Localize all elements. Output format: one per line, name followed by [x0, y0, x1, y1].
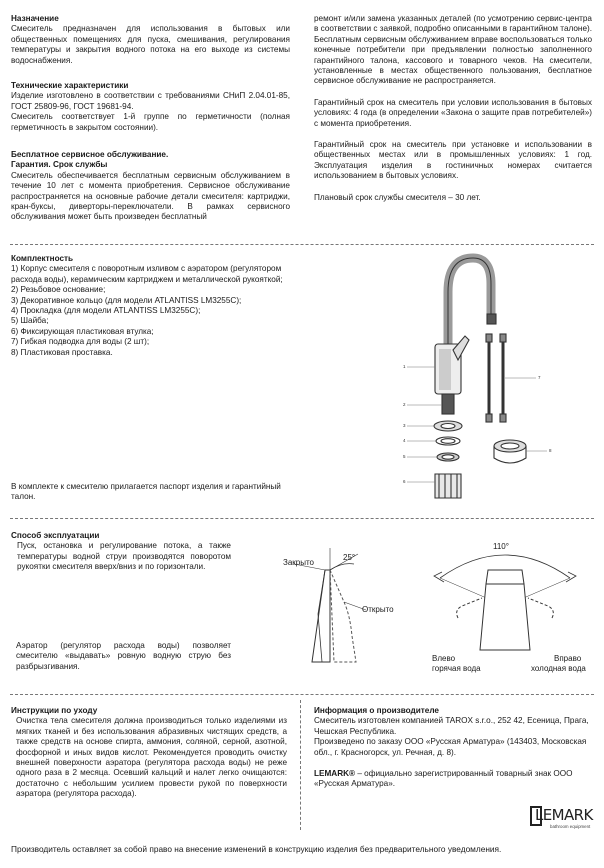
footer-note: Производитель оставляет за собой право на внесение изменений в конструкцию изделия без предварительного уведомления.: [11, 844, 502, 854]
divider: [10, 518, 594, 519]
list-item: 3) Декоративное кольцо (для модели ATLANTISS LM3255C);: [11, 295, 242, 305]
purpose-section: [11, 14, 290, 66]
closed-label: Закрыто: [283, 558, 315, 567]
specs-section: [11, 81, 290, 133]
manufacturer-title: Информация о производителе: [314, 706, 439, 715]
specs-title: Технические характеристики: [11, 81, 129, 90]
kit-list: [11, 264, 296, 358]
list-item: 4) Прокладка (для модели ATLANTISS LM3255C);: [11, 306, 201, 316]
divider: [10, 694, 594, 695]
lever-rotation-diagram: [420, 540, 590, 660]
manufacturer-section: [314, 706, 594, 790]
warranty-p4: Гарантийный срок на смеситель при установке и использовании в общественных местах или в промышленных условиях: 1 год. Эксплуатация изделия в гостиничных номерах считается использованием в бытовых условиях.: [314, 140, 592, 181]
trademark-brand: LEMARK®: [314, 769, 356, 779]
kit-note: В комплекте к смесителю прилагается паспорт изделия и гарантийный талон.: [11, 482, 281, 502]
callout-6: 6: [403, 479, 406, 484]
faucet-exploded-diagram: [395, 248, 575, 513]
callout-2: 2: [403, 402, 406, 407]
warranty-p2: ремонт и/или замена указанных деталей (по усмотрению сервис-центра в соответствии с заявкой, подробно описанными в гарантийном талоне). Бесплатным сервисным обслуживанием вправе воспользоваться только конечные потребители при предъявлении полностью заполненного гарантийного талона, кассового и товарного чеков. На смесители, установленные в местах общественного пользования, бесплатное сервисное обслуживание не распространяется.: [314, 14, 592, 86]
kit-section: [11, 254, 311, 358]
list-item: 7) Гибкая подводка для воды (2 шт);: [11, 337, 150, 347]
operation-title: Способ эксплуатации: [11, 531, 100, 540]
right-label-2: холодная вода: [531, 664, 586, 673]
logo-wordmark: LEMARK: [535, 806, 593, 824]
list-item: 8) Пластиковая проставка.: [11, 347, 113, 357]
angle-110-label: 110°: [493, 542, 509, 551]
list-item: 6) Фиксирующая пластиковая втулка;: [11, 326, 154, 336]
warranty-title2: Гарантия. Срок службы: [11, 160, 108, 170]
callout-7: 7: [538, 375, 541, 380]
callout-5: 5: [403, 454, 406, 459]
manufacturer-p1: Смеситель изготовлен компанией TAROX s.r.o., 252 42, Есеница, Прага, Чешская Республика.: [314, 716, 589, 736]
left-label-2: горячая вода: [432, 664, 481, 673]
manufacturer-p2: Произведено по заказу ООО «Русская Арматура» (143403, Московская обл., г. Красногорск, ул. Речная, д. 8).: [314, 737, 587, 757]
operation-p2: Аэратор (регулятор расхода воды) позволяет смесителю «выдавать» ровную водную струю без разбрызгивания.: [16, 641, 231, 671]
specs-p2: Смеситель соответствует 1-й группе по герметичности (полная герметичность в закрытом состоянии).: [11, 112, 290, 132]
callout-3: 3: [403, 423, 406, 428]
angle-25-label: 25°: [343, 553, 356, 562]
operation-section: [11, 531, 231, 573]
warranty-p5: Плановый срок службы смесителя – 30 лет.: [314, 192, 481, 202]
operation-p1: Пуск, остановка и регулирование потока, а также температуры водной струи производятся поворотом рукоятки смесителя вверх/вниз и по горизонтали.: [17, 541, 231, 572]
logo-tagline: bathroom equipment: [550, 824, 591, 829]
purpose-text: Смеситель предназначен для использования в бытовых или общественных помещениях для пуска, смешивания, регулирования температуры и закрытия водного потока на его выходе из системы водоснабжения.: [11, 24, 290, 65]
right-label-1: Вправо: [554, 654, 582, 663]
lemark-logo: [530, 806, 594, 832]
trademark-text: – официально зарегистрированный товарный знак ООО «Русская Арматура».: [314, 769, 573, 789]
care-title: Инструкции по уходу: [11, 706, 98, 715]
divider: [10, 244, 594, 245]
warranty-right: [314, 14, 592, 203]
column-divider: [300, 700, 301, 830]
callout-4: 4: [403, 438, 406, 443]
warranty-p3: Гарантийный срок на смеситель при условии использования в бытовых условиях: 4 года (в определении «Закона о защите прав потребителей») с момента приобретения.: [314, 97, 592, 128]
care-section: [11, 706, 287, 800]
purpose-title: Назначение: [11, 14, 59, 23]
kit-title: Комплектность: [11, 254, 74, 263]
specs-p1: Изделие изготовлено в соответствии с требованиями СНиП 2.04.01-85, ГОСТ 25809-96, ГОСТ 19681-94.: [11, 91, 290, 111]
callout-8: 8: [549, 448, 552, 453]
warranty-p1: Смеситель обеспечивается бесплатным сервисным обслуживанием в течение 10 лет с момента приобретения. Сервисное обслуживание распространяется на основные рабочие детали смесителя: картриджи, кран-буксы, диверторы-переключатели. В рамках сервисного обслуживания может быть произведен бесплатный: [11, 170, 290, 222]
list-item: 1) Корпус смесителя с поворотным изливом с аэратором (регулятором расхода воды), керамическим картриджем и металлической рукояткой;: [11, 264, 283, 284]
callout-1: 1: [403, 364, 406, 369]
left-label-1: Влево: [432, 654, 456, 663]
open-label: Открыто: [362, 605, 394, 614]
list-item: 2) Резьбовое основание;: [11, 285, 106, 295]
care-text: Очистка тела смесителя должна производиться только изделиями из мягких тканей и без использования абразивных чистящих средств, а также средств на основе спирта, аммония, соляной, серной, азотной, фосфорной и иных видов кислот. Рекомендуется проводить очистку внешней поверхности аэратора (регулятора расхода воды) не реже одного раза в 2 месяца. Осевший кальций и налет легко очищаются: достаточно с небольшим усилием провести рукой по поверхности аэратора (регулятора расхода).: [16, 716, 287, 799]
list-item: 5) Шайба;: [11, 316, 49, 326]
warranty-title1: Бесплатное сервисное обслуживание.: [11, 150, 169, 159]
warranty-section: [11, 150, 290, 223]
trademark-note: [314, 769, 594, 790]
